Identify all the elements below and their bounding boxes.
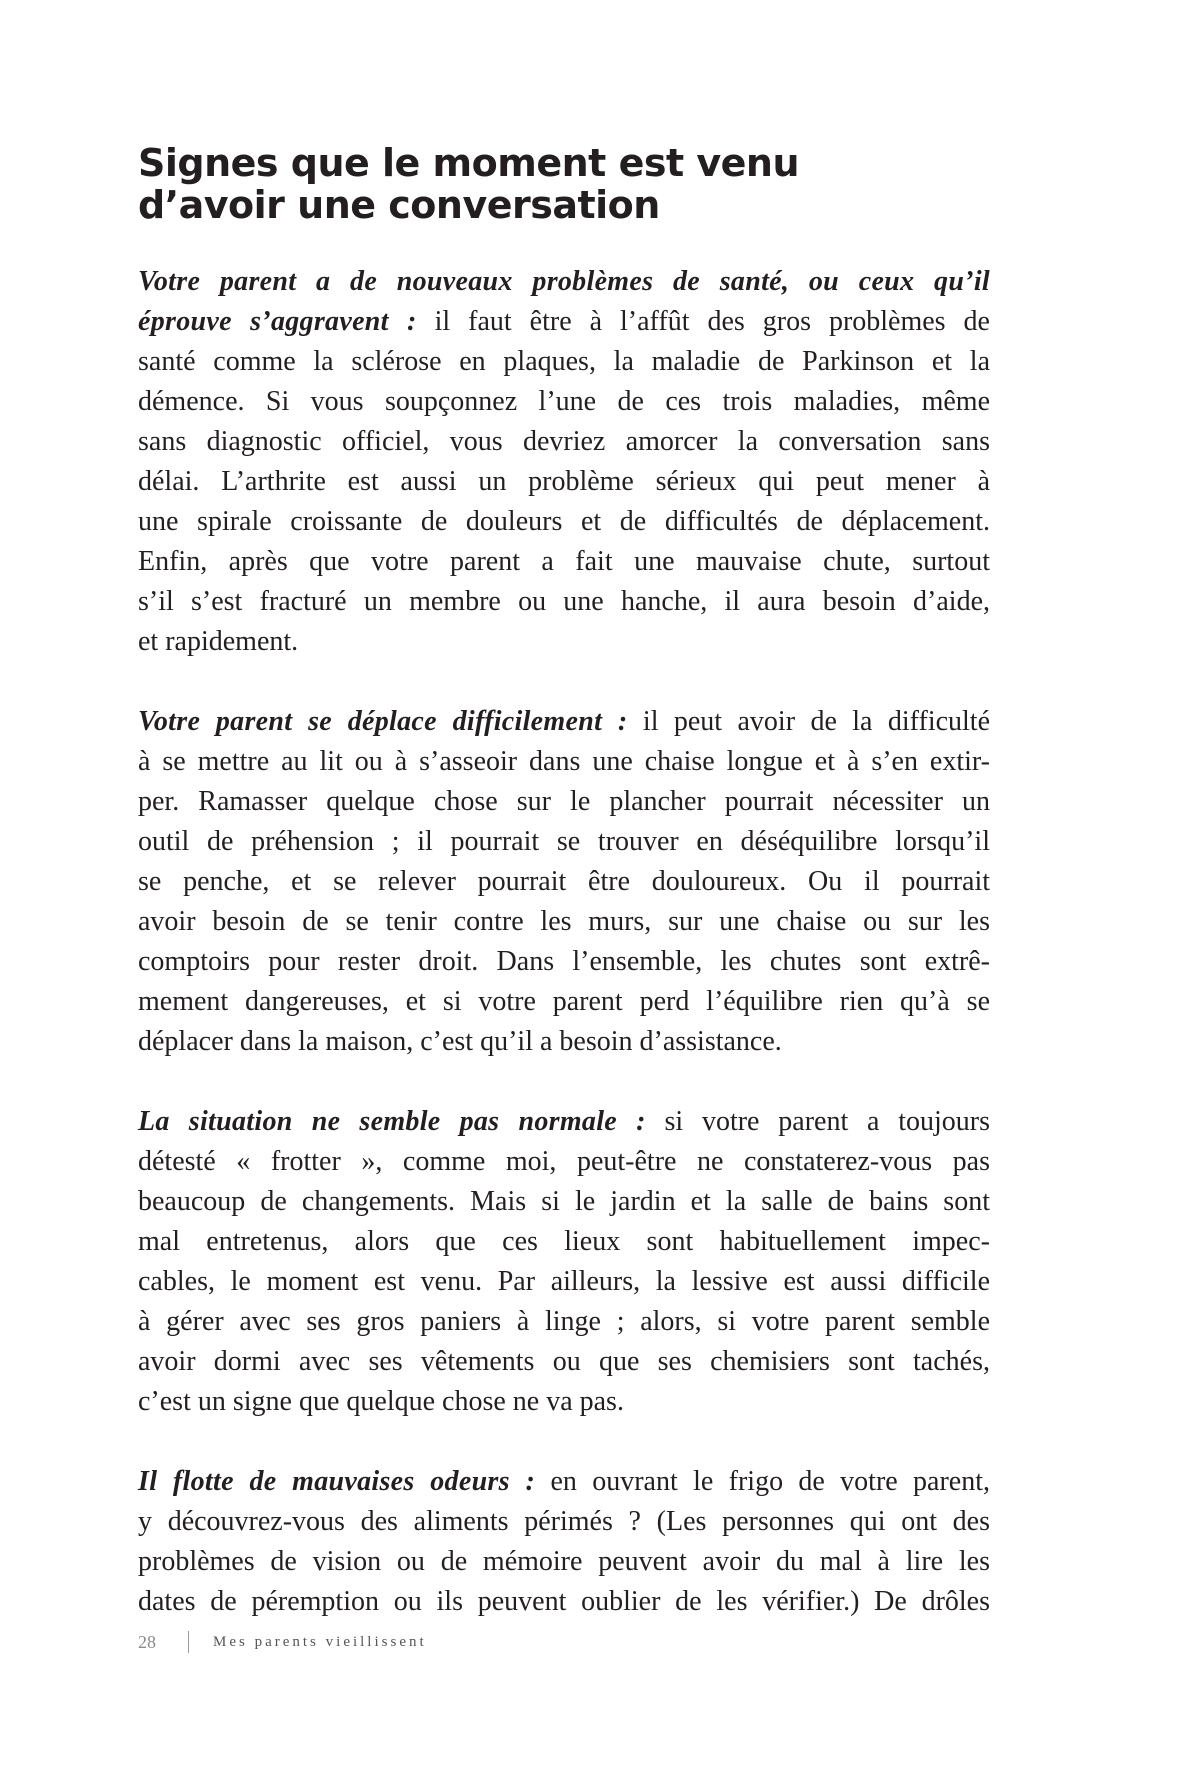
text-line: délai. L’arthrite est aussi un problème sérieux qui peut mener à	[138, 466, 990, 497]
text-line: déplacer dans la maison, c’est qu’il a besoin d’assistance.	[138, 1026, 782, 1057]
text-line: beaucoup de changements. Mais si le jardin et la salle de bains sont	[138, 1186, 990, 1217]
paragraph-abnormal-situation	[138, 1102, 990, 1422]
page-footer	[138, 1630, 427, 1654]
text-line: y découvrez-vous des aliments périmés ? (Les personnes qui ont des	[138, 1506, 990, 1537]
text-line: démence. Si vous soupçonnez l’une de ces trois maladies, même	[138, 386, 990, 417]
paragraph-health-problems	[138, 262, 990, 662]
text-line: à gérer avec ses gros paniers à linge ; alors, si votre parent semble	[138, 1306, 990, 1337]
text-line: c’est un signe que quelque chose ne va pas.	[138, 1386, 624, 1417]
text-line: mement dangereuses, et si votre parent perd l’équilibre rien qu’à se	[138, 986, 990, 1017]
text-line: avoir dormi avec ses vêtements ou que ses chemisiers sont tachés,	[138, 1346, 990, 1377]
text-line: et rapidement.	[138, 626, 299, 657]
text-line: Enfin, après que votre parent a fait une mauvaise chute, surtout	[138, 546, 990, 577]
paragraph-lead: Votre parent a de nouveaux problèmes de santé, ou ceux qu’il	[138, 266, 990, 297]
heading-line: d’avoir une conversation	[138, 183, 660, 227]
paragraph-lead: éprouve s’aggravent :	[138, 306, 417, 337]
text-line	[138, 702, 990, 742]
text-line: dates de péremption ou ils peuvent oublier de les vérifier.) De drôles	[138, 1586, 990, 1617]
text-line: avoir besoin de se tenir contre les murs, sur une chaise ou sur les	[138, 906, 990, 937]
text-line	[138, 262, 990, 302]
text-line: se penche, et se relever pourrait être douloureux. Ou il pourrait	[138, 866, 990, 897]
text-run: il faut être à l’affût des gros problèmes de	[416, 306, 990, 337]
paragraph-lead: Votre parent se déplace difficilement :	[138, 706, 628, 737]
text-line: outil de préhension ; il pourrait se trouver en déséquilibre lorsqu’il	[138, 826, 990, 857]
paragraph-bad-odors	[138, 1462, 990, 1622]
footer-divider	[188, 1631, 189, 1653]
text-line: problèmes de vision ou de mémoire peuvent avoir du mal à lire les	[138, 1546, 990, 1577]
text-line	[138, 302, 990, 342]
heading-line: Signes que le moment est venu	[138, 141, 800, 185]
text-line: s’il s’est fracturé un membre ou une hanche, il aura besoin d’aide,	[138, 586, 990, 617]
text-line: sans diagnostic officiel, vous devriez amorcer la conversation sans	[138, 426, 990, 457]
text-line	[138, 1102, 990, 1142]
text-line: détesté « frotter », comme moi, peut-être ne constaterez-vous pas	[138, 1146, 990, 1177]
running-title: Mes parents vieillissent	[213, 1633, 427, 1650]
page-number: 28	[138, 1631, 156, 1652]
paragraph-lead: Il flotte de mauvaises odeurs :	[138, 1466, 536, 1497]
text-line: une spirale croissante de douleurs et de difficultés de déplacement.	[138, 506, 990, 537]
text-run: en ouvrant le frigo de votre parent,	[535, 1466, 991, 1497]
text-line: à se mettre au lit ou à s’asseoir dans une chaise longue et à s’en extir-	[138, 746, 990, 777]
section-heading	[138, 142, 1038, 226]
paragraph-mobility	[138, 702, 990, 1062]
text-run: il peut avoir de la difficulté	[627, 706, 991, 737]
text-line: per. Ramasser quelque chose sur le plancher pourrait nécessiter un	[138, 786, 990, 817]
text-line: santé comme la sclérose en plaques, la maladie de Parkinson et la	[138, 346, 990, 377]
text-line: cables, le moment est venu. Par ailleurs, la lessive est aussi difficile	[138, 1266, 990, 1297]
body-text	[138, 262, 990, 1662]
text-line	[138, 1462, 990, 1502]
text-run: si votre parent a toujours	[645, 1106, 990, 1137]
text-line: mal entretenus, alors que ces lieux sont habituellement impec-	[138, 1226, 990, 1257]
text-line: comptoirs pour rester droit. Dans l’ensemble, les chutes sont extrê-	[138, 946, 990, 977]
paragraph-lead: La situation ne semble pas normale :	[138, 1106, 646, 1137]
